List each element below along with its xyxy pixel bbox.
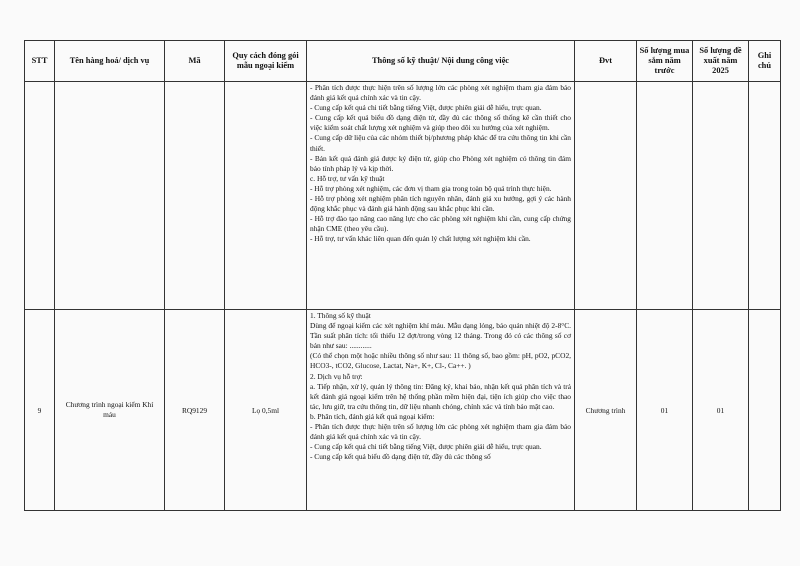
document-page bbox=[24, 40, 780, 511]
row-qty-prev: 01 bbox=[637, 310, 693, 511]
header-code: Mã bbox=[165, 41, 225, 82]
spec-line: 1. Thông số kỹ thuật bbox=[310, 311, 371, 320]
spec-line: (Có thể chọn một hoặc nhiều thông số như sau: 11 thông số, bao gồm: pH, pO2, pCO2, HCO3-, tCO2, Glucose, Lactat, Na+, K+, Cl-, Ca++. ) bbox=[310, 351, 571, 371]
row-name: Chương trình ngoại kiểm Khí máu bbox=[55, 310, 165, 511]
table-row-continued bbox=[25, 82, 781, 310]
header-qty-prev: Số lượng mua sắm năm trước bbox=[637, 41, 693, 82]
spec-line: - Phân tích được thực hiện trên số lượng lớn các phòng xét nghiệm tham gia đảm bảo đánh giá kết quả chính xác và tin cậy. bbox=[310, 83, 571, 103]
spec-line: - Cung cấp dữ liệu của các nhóm thiết bị/phương pháp khác để tra cứu thông tin khi cần thiết. bbox=[310, 133, 571, 153]
spec-line: c. Hỗ trợ, tư vấn kỹ thuật bbox=[310, 173, 385, 183]
table-header-row bbox=[25, 41, 781, 82]
spec-line: - Cung cấp kết quả biểu đồ dạng điện tử, đầy đủ các thông số bbox=[310, 452, 491, 462]
row-code: RQ9129 bbox=[165, 310, 225, 511]
spec-line: - Hỗ trợ đào tạo nâng cao năng lực cho các phòng xét nghiệm khi cần, cung cấp chứng nhận CME (theo yêu cầu). bbox=[310, 214, 571, 234]
row-qty-2025: 01 bbox=[693, 310, 749, 511]
spec-line: Dùng để ngoại kiểm các xét nghiệm khí máu. Mẫu dạng lỏng, bảo quản nhiệt độ 2-8°C. Tần suất phân tích: tối thiểu 12 đợt/trong vòng 12 tháng. Trong đó có các thông số cơ bản như sau: ............ bbox=[310, 321, 571, 351]
spec-line: - Hỗ trợ phòng xét nghiệm phân tích nguyên nhân, đánh giá xu hướng, gợi ý các hành động khắc phục và đánh giá hành động sau khắc phục khi cần. bbox=[310, 194, 571, 214]
row-stt: 9 bbox=[25, 310, 55, 511]
header-pack: Quy cách đóng gói mẫu ngoại kiểm bbox=[225, 41, 307, 82]
spec-line: - Hỗ trợ, tư vấn khác liên quan đến quản lý chất lượng xét nghiệm khi cần. bbox=[310, 234, 531, 244]
spec-line: - Bản kết quả đánh giá được ký điện tử, giúp cho Phòng xét nghiệm có thông tin đảm bảo tính pháp lý và kịp thời. bbox=[310, 153, 571, 173]
procurement-table bbox=[24, 40, 781, 511]
spec-cell bbox=[307, 310, 575, 511]
row-pack: Lọ 0,5ml bbox=[225, 310, 307, 511]
spec-line: - Cung cấp kết quả biểu đồ dạng điện tử, đầy đủ các thông số thống kê cần thiết cho việc kiểm soát chất lượng xét nghiệm và giúp theo dõi xu hướng của xét nghiệm. bbox=[310, 113, 571, 133]
spec-line: - Phân tích được thực hiện trên số lượng lớn các phòng xét nghiệm tham gia đảm bảo đánh giá kết quả chính xác và tin cậy. bbox=[310, 422, 571, 442]
spec-line: b. Phân tích, đánh giá kết quả ngoại kiểm: bbox=[310, 411, 435, 421]
header-unit: Đvt bbox=[575, 41, 637, 82]
header-note: Ghi chú bbox=[749, 41, 781, 82]
spec-line: - Cung cấp kết quả chi tiết bằng tiếng Việt, được phiên giải dễ hiểu, trực quan. bbox=[310, 103, 542, 113]
row-note bbox=[749, 310, 781, 511]
spec-line: 2. Dịch vụ hỗ trợ: bbox=[310, 371, 363, 381]
spec-line: - Hỗ trợ phòng xét nghiệm, các đơn vị tham gia trong toàn bộ quá trình thực hiện. bbox=[310, 183, 552, 193]
spec-line: - Cung cấp kết quả chi tiết bằng tiếng Việt, được phiên giải dễ hiểu, trực quan. bbox=[310, 442, 542, 452]
spec-cell bbox=[307, 82, 575, 310]
header-spec: Thông số kỹ thuật/ Nội dung công việc bbox=[307, 41, 575, 82]
row-unit: Chương trình bbox=[575, 310, 637, 511]
header-name: Tên hàng hoá/ dịch vụ bbox=[55, 41, 165, 82]
spec-line: a. Tiếp nhận, xử lý, quản lý thông tin: Đăng ký, khai báo, nhận kết quả phân tích và trả kết đánh giá ngoại kiểm trên hệ thống phần mềm hiện đại, tiện ích giúp cho việc thao tác, lưu giữ, tra cứu thông tin, dữ liệu nhanh chóng, chính xác và tính bảo mật cao. bbox=[310, 381, 571, 411]
table-row bbox=[25, 310, 781, 511]
header-qty-2025: Số lượng đề xuất năm 2025 bbox=[693, 41, 749, 82]
header-stt: STT bbox=[25, 41, 55, 82]
